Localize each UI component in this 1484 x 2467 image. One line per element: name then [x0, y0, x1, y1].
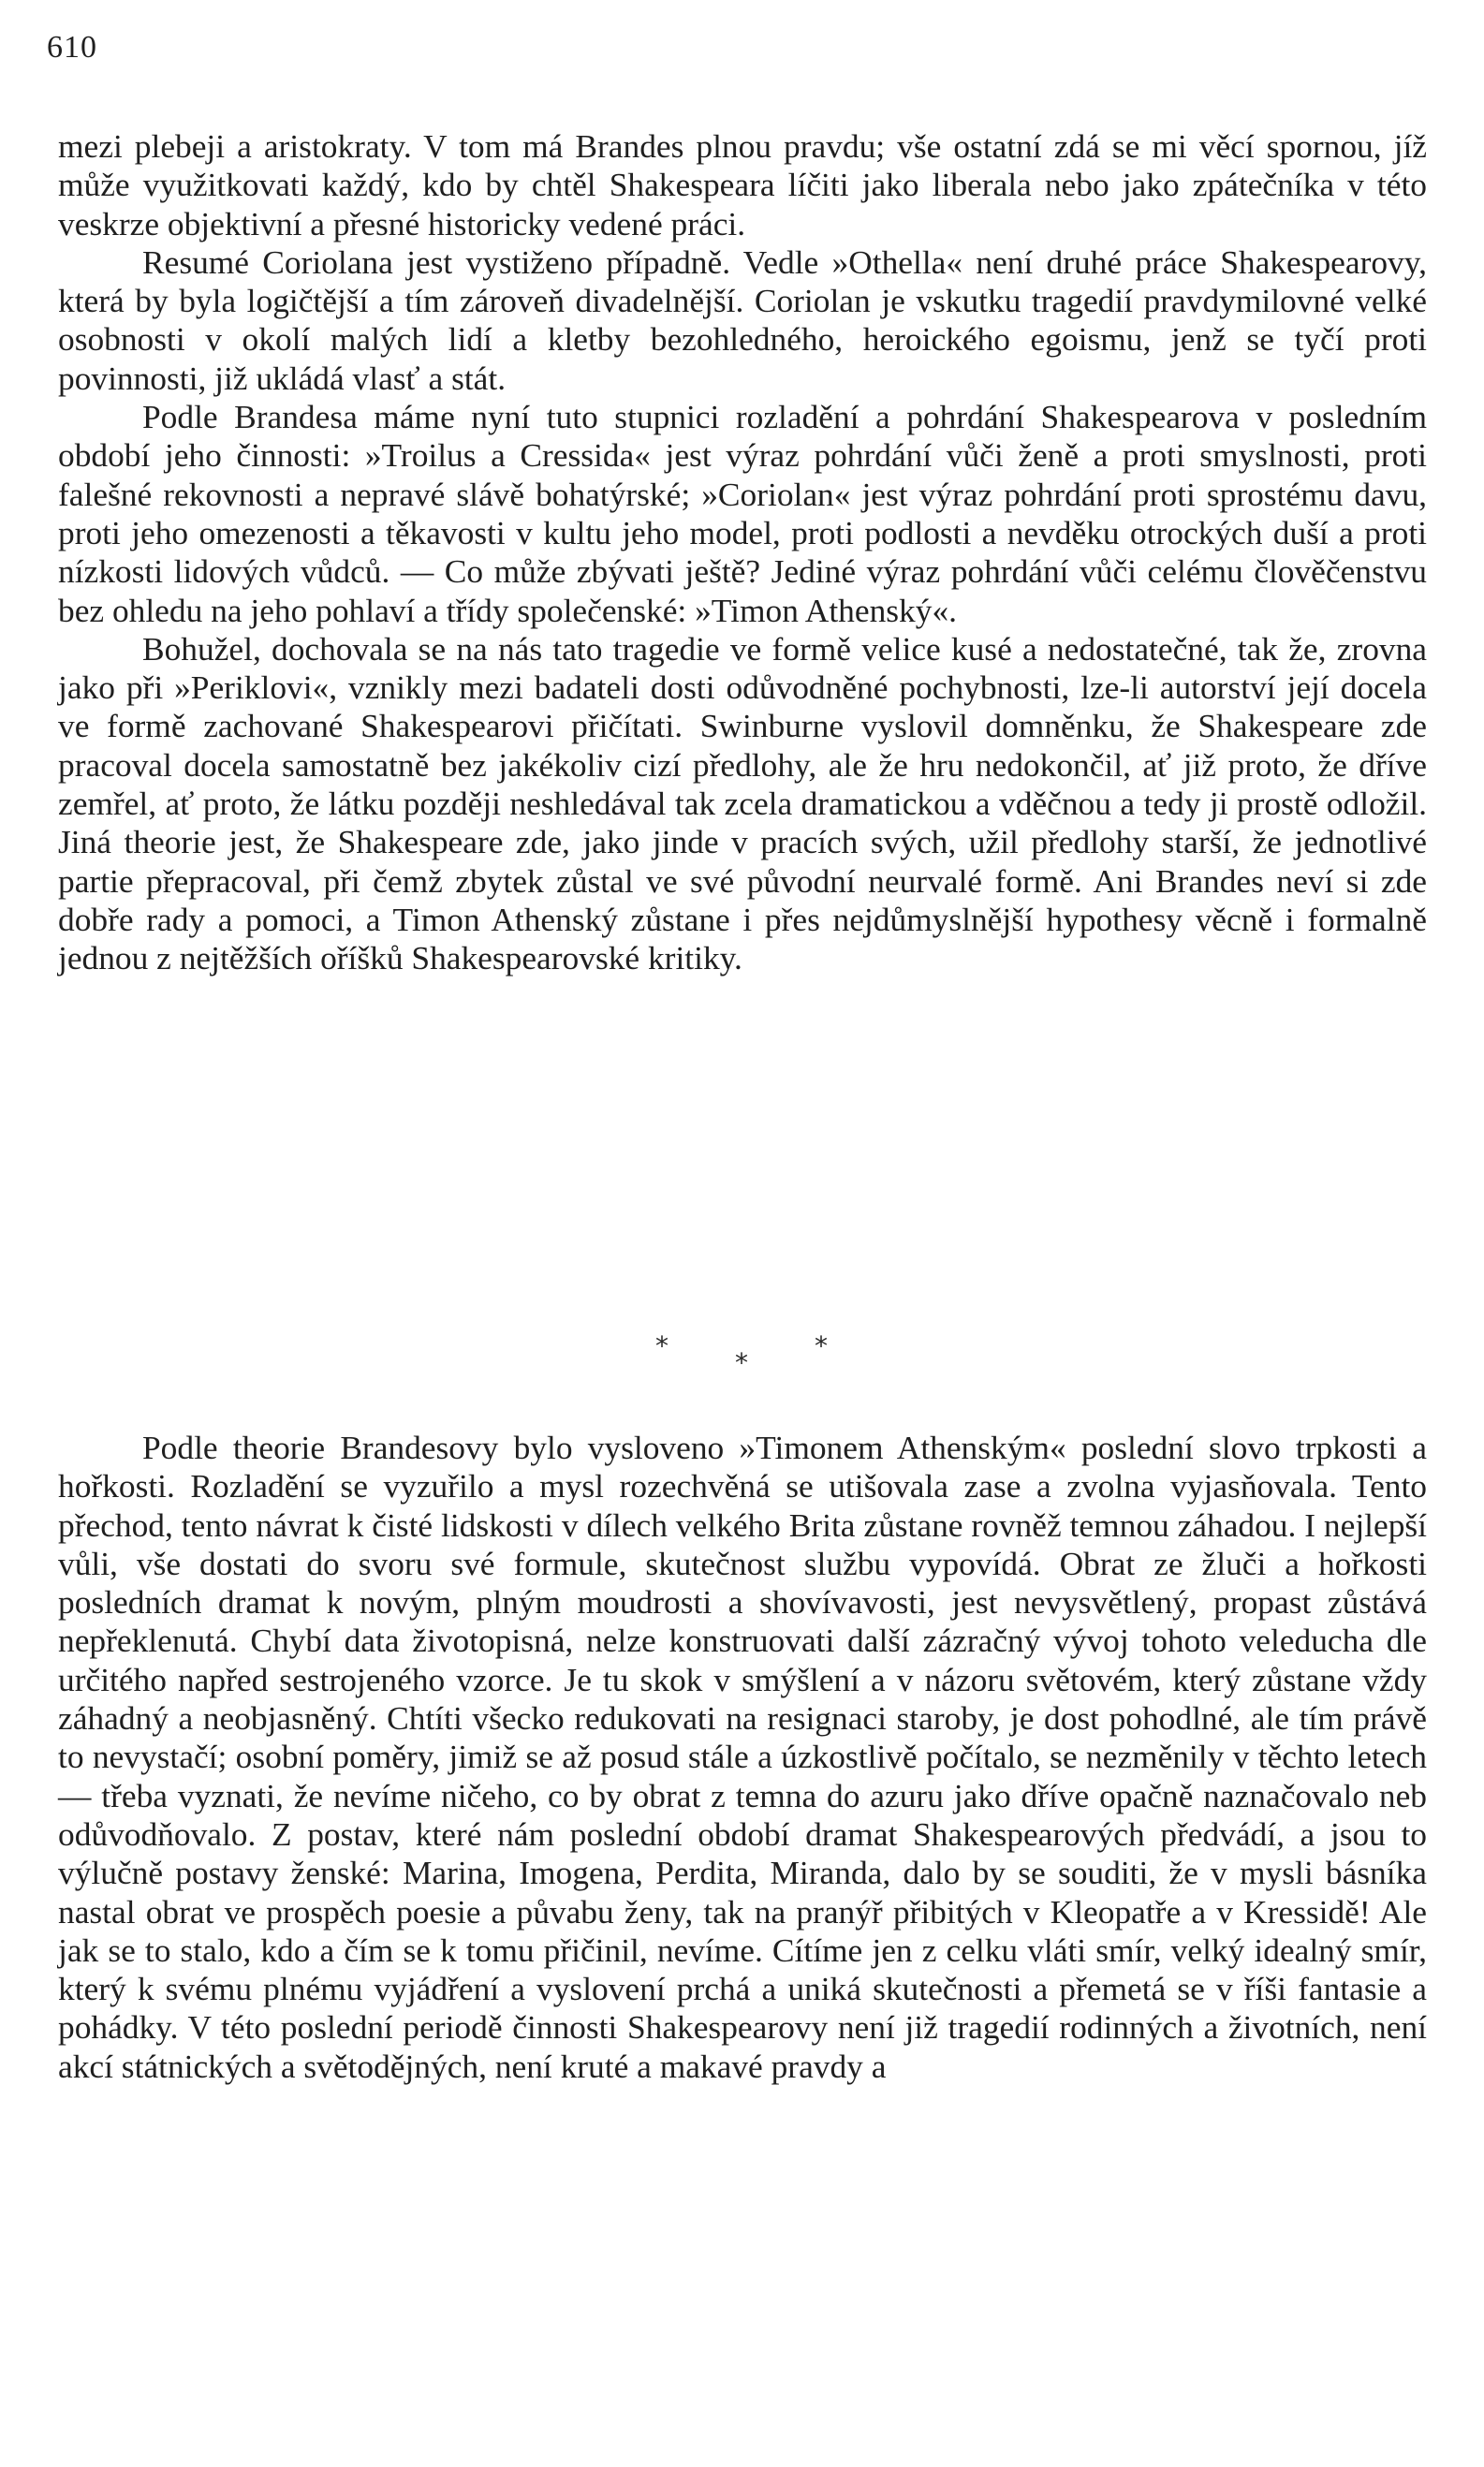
separator-star-2: *: [735, 1347, 748, 1378]
paragraph-4: Bohužel, dochovala se na nás tato tragedie ve formě velice kusé a nedostatečné, tak že, zrovna jako při »Periklovi«, vznikly mezi badateli dosti odůvodněné pochybnosti, lze-li autorství její docela ve formě zachované Shakespearovi přičítati. Swinburne vyslovil domněnku, že Shakespeare zde pracoval docela samostatně bez jakékoliv cizí předlohy, ale že hru nedokončil, ať již proto, že dříve zemřel, ať proto, že látku později neshledával tak zcela dramatickou a vděčnou a tedy ji prostě odložil. Jiná theorie jest, že Shakespeare zde, jako jinde v pracích svých, užil předlohy starší, že jednotlivé partie přepracoval, při čemž zbytek zůstal ve své původní neurvalé formě. Ani Brandes neví si zde dobře rady a pomoci, a Timon Athenský zůstane i přes nejdůmyslnější hypothesy věcně i formalně jednou z nejtěžších oříšků Shakespearovské kritiky.: [58, 629, 1427, 977]
paragraph-2: Resumé Coriolana jest vystiženo případně. Vedle »Othella« není druhé práce Shakespearovy, která by byla logičtější a tím zároveň divadelnější. Coriolan je vskutku tragedií pravdymilovné velké osobnosti v okolí malých lidí a kletby bezohledného, heroického egoismu, jenž se tyčí proti povinnosti, již ukládá vlasť a stát.: [58, 242, 1427, 397]
text-block-top: [58, 127, 1427, 978]
section-separator: [0, 1329, 1484, 1386]
separator-star-1: *: [655, 1330, 669, 1361]
paragraph-3: Podle Brandesa máme nyní tuto stupnici rozladění a pohrdání Shakespearova v posledním období jeho činnosti: »Troilus a Cressida« jest výraz pohrdání vůči ženě a proti smyslnosti, proti falešné rekovnosti a nepravé slávě bohatýrské; »Coriolan« jest výraz pohrdání proti sprostému davu, proti jeho omezenosti a těkavosti v kultu jeho model, proti podlosti a nevděku otrockých duší a proti nízkosti lidových vůdců. — Co může zbývati ještě? Jediné výraz pohrdání vůči celému člověčenstvu bez ohledu na jeho pohlaví a třídy společenské: »Timon Athenský«.: [58, 398, 1427, 629]
separator-star-3: *: [815, 1330, 828, 1361]
page-number: 610: [47, 30, 97, 65]
paragraph-5: Podle theorie Brandesovy bylo vysloveno »Timonem Athenským« poslední slovo trpkosti a hořkosti. Rozladění se vyzuřilo a mysl rozechvěná se utišovala zase a zvolna vyjasňovala. Tento přechod, tento návrat k čisté lidskosti v dílech velkého Brita zůstane rovněž temnou záhadou. I nejlepší vůli, vše dostati do svoru své formule, skutečnost službu vypovídá. Obrat ze žluči a hořkosti posledních dramat k novým, plným moudrosti a shovívavosti, jest nevysvětlený, propast zůstává nepřeklenutá. Chybí data životopisná, nelze konstruovati další zázračný vývoj tohoto veleducha dle určitého napřed sestrojeného vzorce. Je tu skok v smýšlení a v názoru světovém, který zůstane vždy záhadný a neobjasněný. Chtíti všecko redukovati na resignaci staroby, je dost pohodlné, ale tím právě to nevystačí; osobní poměry, jimiž se až posud stále a úzkostlivě počítalo, se nezměnily v těchto letech — třeba vyznati, že nevíme ničeho, co by obrat z temna do azuru jako dříve opačně naznačovalo neb odůvodňovalo. Z postav, které nám poslední období dramat Shakespearových předvádí, a jsou to výlučně postavy ženské: Marina, Imogena, Perdita, Miranda, dalo by se souditi, že v mysli básníka nastal obrat ve prospěch poesie a půvabu ženy, tak na pranýř přibitých v Kleopatře a v Kressidě! Ale jak se to stalo, kdo a čím se k tomu přičinil, nevíme. Cítíme jen z celku vláti smír, velký idealný smír, který k svému plnému vyjádření a vyslovení prchá a uniká skutečnosti a přemetá se v říši fantasie a pohádky. V této poslední periodě činnosti Shakespearovy není již tragedií rodinných a životních, není akcí státnických a světodějných, není kruté a makavé pravdy a: [58, 1429, 1427, 2085]
text-block-bottom: [58, 1429, 1427, 2086]
paragraph-1: mezi plebeji a aristokraty. V tom má Brandes plnou pravdu; vše ostatní zdá se mi věcí spornou, jíž může využitkovati každý, kdo by chtěl Shakespeara líčiti jako liberala nebo jako zpátečníka v této veskrze objektivní a přesné historicky vedené práci.: [58, 127, 1427, 242]
